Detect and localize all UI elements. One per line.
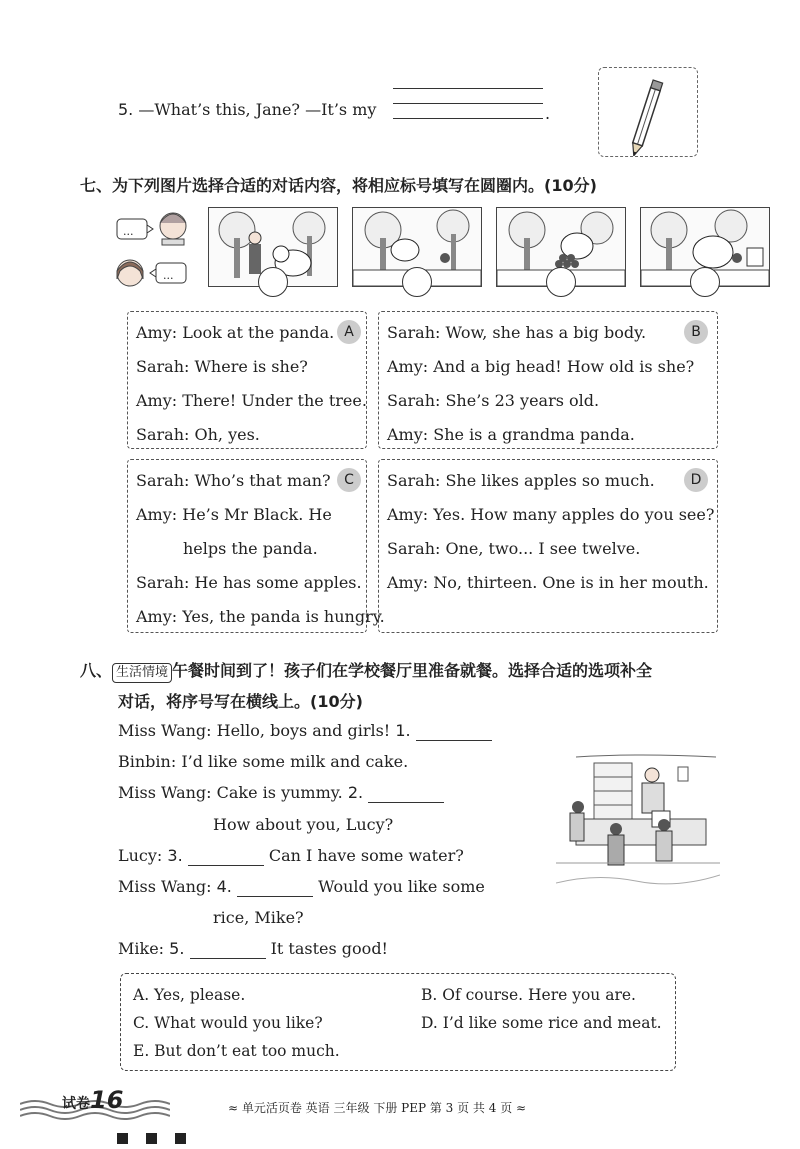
- footer-brand: [62, 1086, 123, 1114]
- writing-line-1[interactable]: [393, 88, 543, 89]
- pencil-icon: [599, 68, 697, 156]
- label-badge-c: C: [337, 468, 361, 492]
- question-5: [118, 100, 376, 119]
- option-a: A. Yes, please.: [133, 986, 246, 1004]
- dialogue-line: Sarah: One, two... I see twelve.: [387, 539, 641, 558]
- dialogue-line: Sarah: She likes apples so much.: [387, 471, 655, 490]
- blank-number: 3.: [167, 846, 183, 865]
- dialogue-text: Lucy:: [118, 846, 168, 865]
- label-badge-a: A: [337, 320, 361, 344]
- option-b: B. Of course. Here you are.: [421, 986, 636, 1004]
- option-c: C. What would you like?: [133, 1014, 323, 1032]
- answer-circle-2[interactable]: [402, 267, 432, 297]
- scenario-tag: 生活情境: [112, 663, 172, 683]
- dialogue-line: Amy: She is a grandma panda.: [387, 425, 635, 444]
- dialogue-text: rice, Mike?: [213, 908, 304, 927]
- answer-blank-1[interactable]: [416, 721, 492, 741]
- blank-number: 2.: [347, 783, 364, 802]
- dialogue-line: Sarah: Who’s that man?: [136, 471, 331, 490]
- dialogue-text: How about you, Lucy?: [213, 815, 394, 834]
- footer-brand-prefix: 试卷: [62, 1096, 90, 1112]
- footer-square: [175, 1133, 186, 1144]
- section-8-heading-text: 午餐时间到了！孩子们在学校餐厅里准备就餐。选择合适的选项补全: [172, 661, 653, 680]
- dialogue-line: helps the panda.: [183, 539, 318, 558]
- answer-circle-3[interactable]: [546, 267, 576, 297]
- dialogue-line-7: [213, 908, 304, 927]
- pencil-picture-box: [598, 67, 698, 157]
- dialogue-text: Would you like some: [318, 877, 485, 896]
- dialogue-line-6: [118, 877, 485, 897]
- writing-line-2[interactable]: [393, 103, 543, 104]
- question-text: —What’s this, Jane? —It’s my: [138, 100, 377, 119]
- dialogue-box-d: [378, 459, 718, 633]
- dialogue-line: Amy: Look at the panda.: [136, 323, 335, 342]
- dialogue-line: Amy: He’s Mr Black. He: [136, 505, 332, 524]
- dialogue-text: Miss Wang: Hello, boys and girls!: [118, 721, 396, 740]
- dialogue-line: Sarah: He has some apples.: [136, 573, 362, 592]
- blank-number: 4.: [216, 877, 232, 896]
- canteen-illustration: [556, 753, 720, 893]
- dialogue-box-b: [378, 311, 718, 449]
- dialogue-line-2: [118, 752, 408, 771]
- answer-blank-2[interactable]: [368, 783, 444, 803]
- dialogue-line: Sarah: Oh, yes.: [136, 425, 260, 444]
- dialogue-line: Sarah: Wow, she has a big body.: [387, 323, 647, 342]
- question-end-period: .: [545, 104, 551, 123]
- answer-circle-1[interactable]: [258, 267, 288, 297]
- dialogue-line: Amy: There! Under the tree.: [136, 391, 367, 410]
- speech-dots-right: ...: [163, 269, 174, 282]
- question-number: 5.: [118, 100, 134, 119]
- section-8-heading-line-2: 对话，将序号写在横线上。(10分): [118, 692, 363, 711]
- speakers-illustration: [116, 205, 206, 295]
- footer-square: [146, 1133, 157, 1144]
- answer-circle-4[interactable]: [690, 267, 720, 297]
- label-badge-b: B: [684, 320, 708, 344]
- speech-dots-left: ...: [123, 225, 134, 238]
- dialogue-text: Miss Wang: Cake is yummy.: [118, 783, 348, 802]
- option-e: E. But don’t eat too much.: [133, 1042, 340, 1060]
- dialogue-text: It tastes good!: [270, 939, 388, 958]
- answer-blank-4[interactable]: [237, 877, 313, 897]
- blank-number: 1.: [395, 721, 411, 740]
- answer-blank-3[interactable]: [188, 846, 264, 866]
- dialogue-line-1: [118, 721, 492, 741]
- options-box: [120, 973, 676, 1071]
- dialogue-text: Mike:: [118, 939, 170, 958]
- dialogue-box-a: [127, 311, 367, 449]
- dialogue-line-4: [213, 815, 393, 834]
- blank-number: 5.: [169, 939, 185, 958]
- answer-blank-5[interactable]: [190, 939, 266, 959]
- footer-page-number: 16: [90, 1086, 124, 1114]
- option-d: D. I’d like some rice and meat.: [421, 1014, 662, 1032]
- dialogue-line-3: [118, 783, 444, 803]
- footer-square: [117, 1133, 128, 1144]
- writing-line-3[interactable]: [393, 118, 543, 119]
- section-7-heading: 七、为下列图片选择合适的对话内容，将相应标号填写在圆圈内。(10分): [80, 176, 597, 195]
- section-8-prefix: 八、: [80, 661, 113, 680]
- footer-text: ≈ 单元活页卷 英语 三年级 下册 PEP 第 3 页 共 4 页 ≈: [228, 1101, 527, 1115]
- dialogue-text: Can I have some water?: [268, 846, 464, 865]
- dialogue-line: Sarah: Where is she?: [136, 357, 308, 376]
- label-badge-d: D: [684, 468, 708, 492]
- dialogue-text: Miss Wang:: [118, 877, 217, 896]
- dialogue-line: Amy: Yes. How many apples do you see?: [387, 505, 715, 524]
- dialogue-line-8: [118, 939, 388, 959]
- dialogue-line-5: [118, 846, 464, 866]
- dialogue-box-c: [127, 459, 385, 633]
- section-8-heading-line-1: [80, 658, 652, 683]
- dialogue-line: Sarah: She’s 23 years old.: [387, 391, 600, 410]
- dialogue-line: Amy: Yes, the panda is hungry.: [136, 607, 385, 626]
- dialogue-text: Binbin: I’d like some milk and cake.: [118, 752, 409, 771]
- dialogue-line: Amy: And a big head! How old is she?: [387, 357, 695, 376]
- dialogue-line: Amy: No, thirteen. One is in her mouth.: [387, 573, 709, 592]
